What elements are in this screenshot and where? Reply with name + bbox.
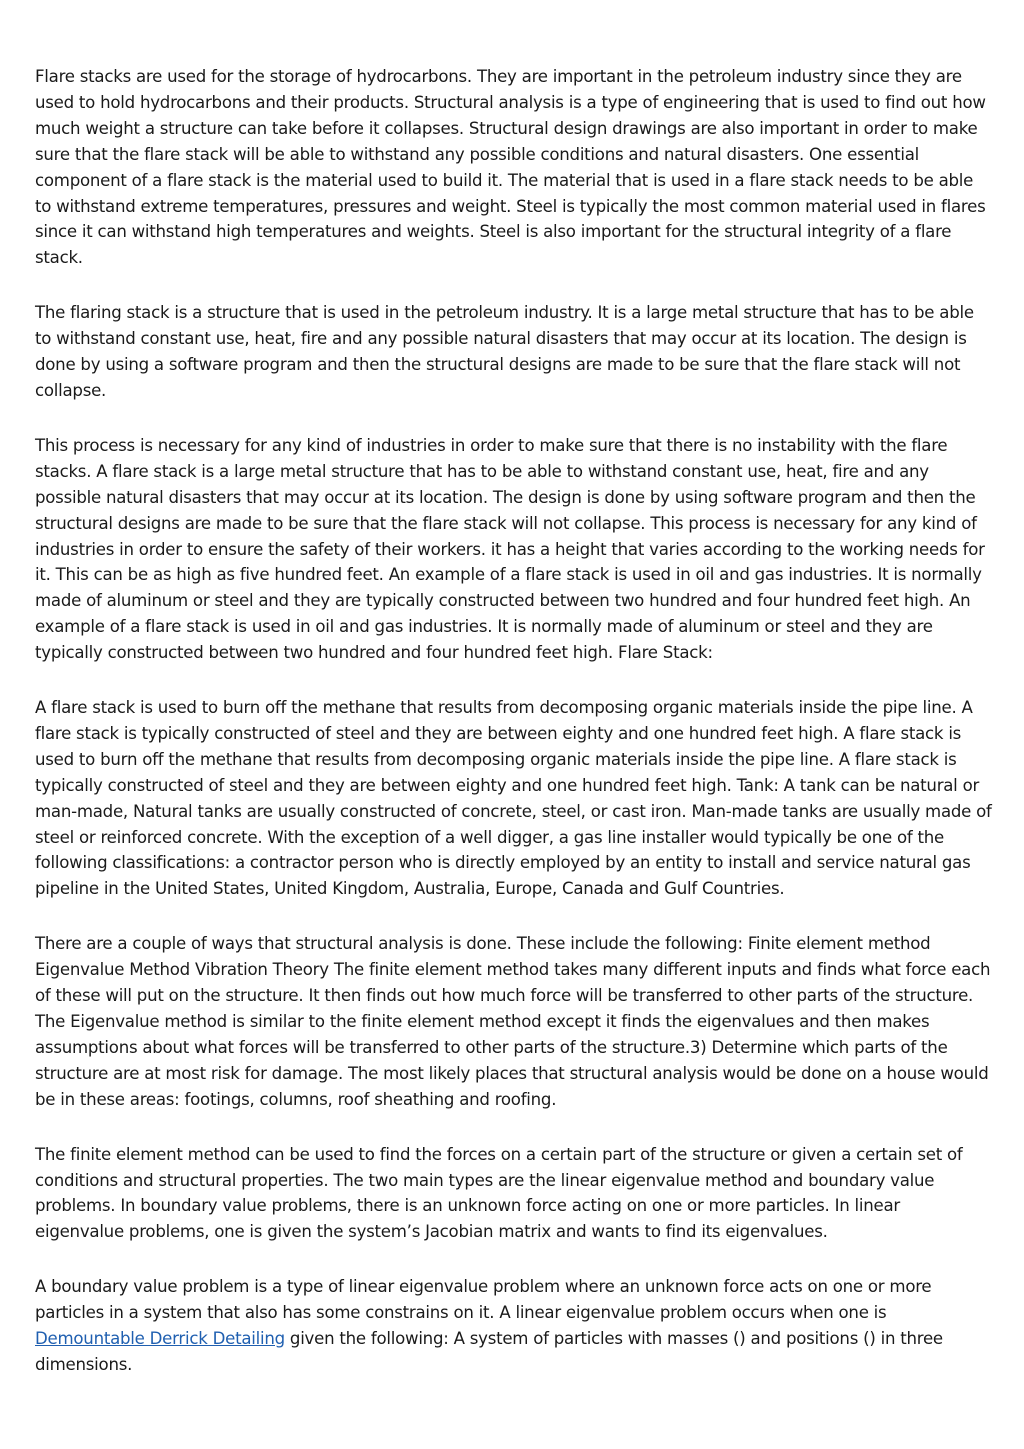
paragraph-boundary-value-problem <box>35 1274 993 1378</box>
document-body <box>35 64 993 1407</box>
paragraph-text-after-link: given the following: A system of particles with masses () and positions () in three dimensions. <box>35 1329 943 1374</box>
paragraph-burn-off-methane: A flare stack is used to burn off the methane that results from decomposing organic materials inside the pipe line. A flare stack is typically constructed of steel and they are between eighty and one hundred feet high. A flare stack is used to burn off the methane that results from decomposing organic materials inside the pipe line. A flare stack is typically constructed of steel and they are between eighty and one hundred feet high. Tank: A tank can be natural or man-made, Natural tanks are usually constructed of concrete, steel, or cast iron. Man-made tanks are usually made of steel or reinforced concrete. With the exception of a well digger, a gas line installer would typically be one of the following classifications: a contractor person who is directly employed by an entity to install and service natural gas pipeline in the United States, United Kingdom, Australia, Europe, Canada and Gulf Countries. <box>35 698 992 899</box>
paragraph-flaring-stack-structure: The flaring stack is a structure that is used in the petroleum industry. It is a large metal structure that has to be able to withstand constant use, heat, fire and any possible natural disasters that may occur at its location. The design is done by using a software program and then the structural designs are made to be sure that the flare stack will not collapse. <box>35 303 974 400</box>
paragraph-structural-analysis-methods: There are a couple of ways that structural analysis is done. These include the following: Finite element method Eigenvalue Method Vibration Theory The finite element method takes many different inputs and finds what force each of these will put on the structure. It then finds out how much force will be transferred to other parts of the structure. The Eigenvalue method is similar to the finite element method except it finds the eigenvalues and then makes assumptions about what forces will be transferred to other parts of the structure.3) Determine which parts of the structure are at most risk for damage. The most likely places that structural analysis would be done on a house would be in these areas: footings, columns, roof sheathing and roofing. <box>35 934 991 1109</box>
paragraph-finite-element-method: The finite element method can be used to find the forces on a certain part of the structure or given a certain set of conditions and structural properties. The two main types are the linear eigenvalue method and boundary value problems. In boundary value problems, there is an unknown force acting on one or more particles. In linear eigenvalue problems, one is given the system’s Jacobian matrix and wants to find its eigenvalues. <box>35 1144 963 1242</box>
demountable-derrick-detailing-link[interactable]: Demountable Derrick Detailing <box>35 1329 285 1349</box>
paragraph-flare-stacks-storage: Flare stacks are used for the storage of hydrocarbons. They are important in the petroleum industry since they are used to hold hydrocarbons and their products. Structural analysis is a type of engineering that is used to find out how much weight a structure can take before it collapses. Structural design drawings are also important in order to make sure that the flare stack will be able to withstand any possible conditions and natural disasters. One essential component of a flare stack is the material used to build it. The material that is used in a flare stack needs to be able to withstand extreme temperatures, pressures and weight. Steel is typically the most common material used in flares since it can withstand high temperatures and weights. Steel is also important for the structural integrity of a flare stack. <box>35 67 986 268</box>
paragraph-process-necessary: This process is necessary for any kind of industries in order to make sure that there is no instability with the flare stacks. A flare stack is a large metal structure that has to be able to withstand constant use, heat, fire and any possible natural disasters that may occur at its location. The design is done by using software program and then the structural designs are made to be sure that the flare stack will not collapse. This process is necessary for any kind of industries in order to ensure the safety of their workers. it has a height that varies according to the working needs for it. This can be as high as five hundred feet. An example of a flare stack is used in oil and gas industries. It is normally made of aluminum or steel and they are typically constructed between two hundred and four hundred feet high. An example of a flare stack is used in oil and gas industries. It is normally made of aluminum or steel and they are typically constructed between two hundred and four hundred feet high. Flare Stack: <box>35 435 985 663</box>
paragraph-text-before-link: A boundary value problem is a type of linear eigenvalue problem where an unknown force acts on one or more particles in a system that also has some constrains on it. A linear eigenvalue problem occurs when one is <box>35 1277 932 1323</box>
